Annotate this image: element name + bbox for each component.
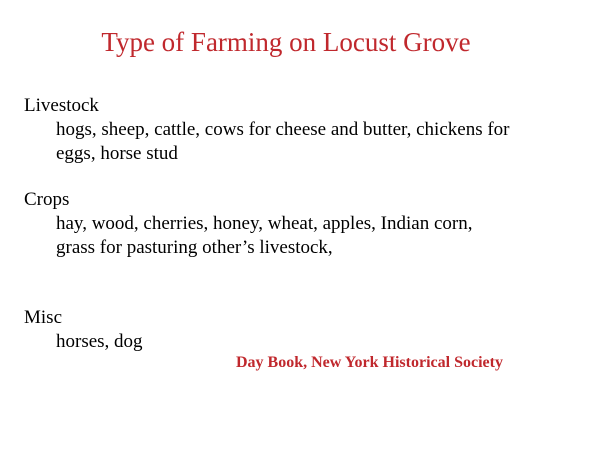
- slide-title: Type of Farming on Locust Grove: [101, 27, 471, 57]
- section-livestock: [24, 94, 584, 166]
- source-citation: Day Book, New York Historical Society: [236, 354, 503, 371]
- section-body-crops: [24, 212, 584, 260]
- section-line: eggs, horse stud: [56, 143, 178, 164]
- section-crops: [24, 188, 584, 260]
- section-line: grass for pasturing other’s livestock,: [56, 237, 333, 258]
- section-heading-crops: Crops: [24, 189, 70, 210]
- section-heading-livestock: Livestock: [24, 95, 99, 116]
- section-line: horses, dog: [56, 331, 143, 352]
- section-body-misc: [24, 330, 584, 354]
- section-line: hay, wood, cherries, honey, wheat, apples, Indian corn,: [56, 213, 473, 234]
- section-misc: [24, 306, 584, 354]
- section-body-livestock: [24, 118, 584, 166]
- section-heading-misc: Misc: [24, 307, 62, 328]
- section-line: hogs, sheep, cattle, cows for cheese and butter, chickens for: [56, 119, 510, 140]
